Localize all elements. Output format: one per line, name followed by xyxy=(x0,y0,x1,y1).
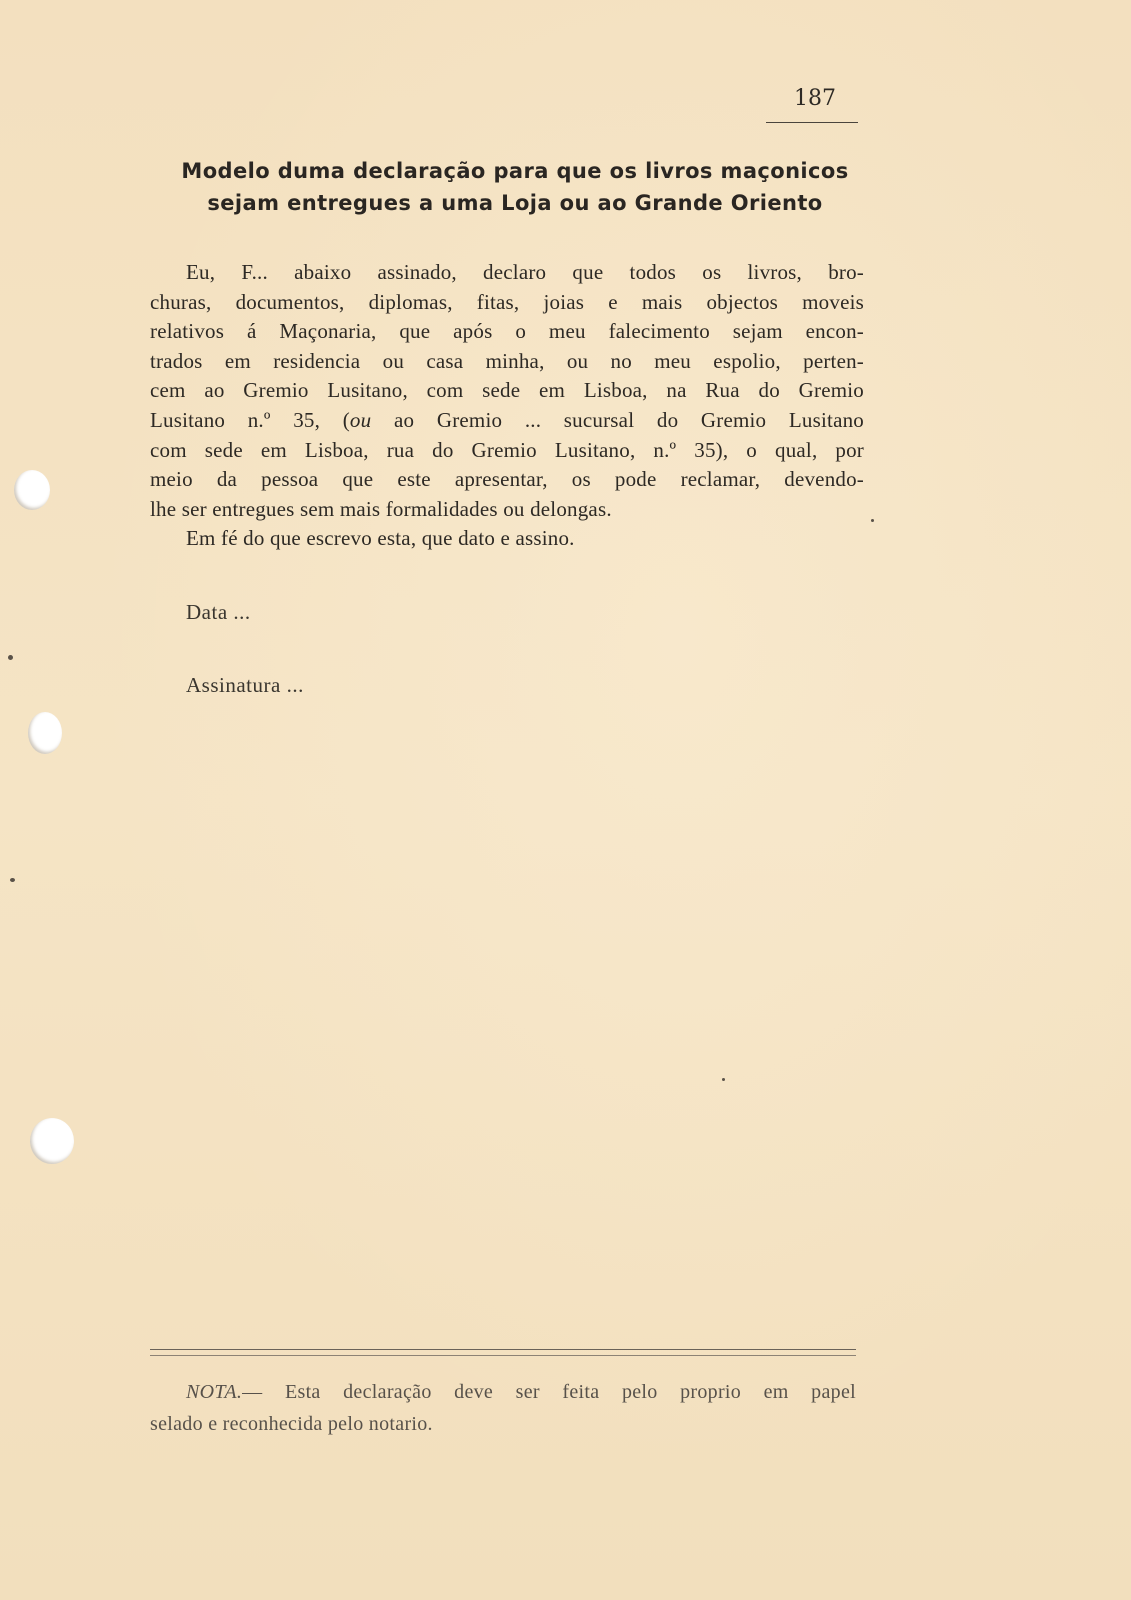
body-line: trados em residencia ou casa minha, ou no meu espolio, perten- xyxy=(150,348,864,373)
body-italic-segment: ou xyxy=(349,407,372,432)
footnote-line xyxy=(150,1376,856,1408)
footnote-text: — Esta declaração deve ser feita pelo proprio em papel xyxy=(242,1381,856,1403)
body-line: meio da pessoa que este apresentar, os pode reclamar, devendo- xyxy=(150,467,864,492)
body-line: cem ao Gremio Lusitano, com sede em Lisboa, na Rua do Gremio xyxy=(150,378,864,403)
date-field: Data ... xyxy=(186,600,251,624)
body-line: com sede em Lisboa, rua do Gremio Lusitano, n.º 35), o qual, por xyxy=(150,437,864,462)
body-line: Em fé do que escrevo esta, que dato e assino. xyxy=(186,526,575,551)
body-line: lhe ser entregues sem mais formalidades ou delongas. xyxy=(150,496,612,521)
page-number: 187 xyxy=(794,86,836,111)
body-text-segment: Lusitano n.º 35, ( xyxy=(150,407,350,432)
paper-speck xyxy=(871,519,874,522)
paper-speck xyxy=(10,878,15,882)
footnote xyxy=(150,1376,856,1440)
declaration-body xyxy=(150,258,864,554)
body-line: churas, documentos, diplomas, fitas, joias e mais objectos moveis xyxy=(150,289,864,314)
body-line xyxy=(150,406,864,436)
paper-speck xyxy=(722,1078,725,1081)
binding-hole xyxy=(14,470,50,510)
body-line: relativos á Maçonaria, que após o meu falecimento sejam encon- xyxy=(150,319,864,344)
footnote-label: NOTA. xyxy=(186,1381,243,1403)
page-number-rule xyxy=(766,122,858,123)
signature-field: Assinatura ... xyxy=(186,673,304,697)
paper-speck xyxy=(8,655,13,660)
binding-hole xyxy=(30,1118,74,1164)
title-line-2: sejam entregues a uma Loja ou ao Grande Oriento xyxy=(207,191,823,215)
document-title xyxy=(150,155,880,219)
body-line: Eu, F... abaixo assinado, declaro que todos os livros, bro- xyxy=(186,260,864,284)
footnote-rule xyxy=(150,1355,856,1356)
footnote-rule xyxy=(150,1349,856,1350)
binding-hole xyxy=(28,712,62,754)
title-line-1: Modelo duma declaração para que os livros maçonicos xyxy=(181,159,849,183)
body-text-segment: ao Gremio ... sucursal do Gremio Lusitano xyxy=(371,407,864,432)
footnote-line: selado e reconhecida pelo notario. xyxy=(150,1413,433,1435)
